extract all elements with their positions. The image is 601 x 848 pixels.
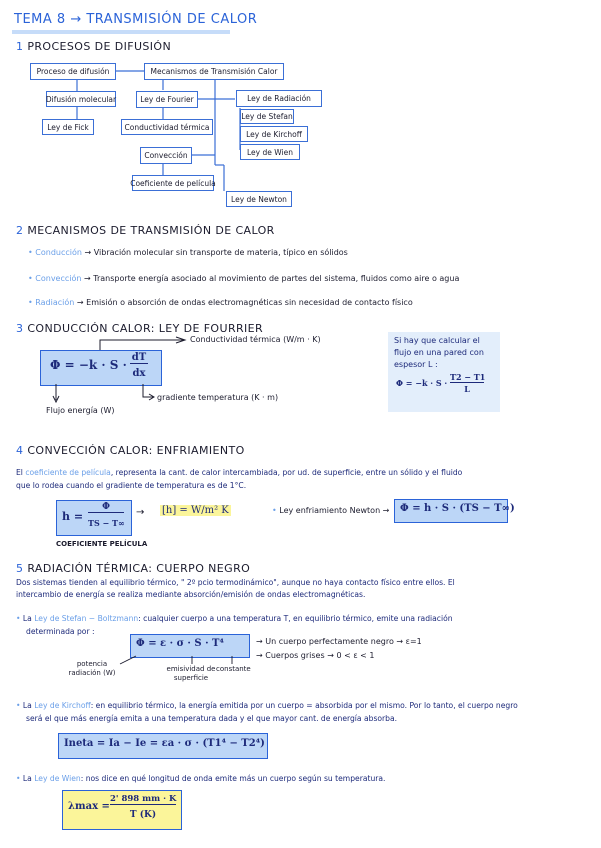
stefan-formula: Φ = ε · σ · S · T⁴ (136, 638, 224, 649)
box-coef-pelicula: Coeficiente de película (132, 175, 214, 191)
conductividad-label: Conductividad térmica (W/m · K) (190, 335, 321, 344)
newton-label: • Ley enfriamiento Newton → (272, 506, 390, 515)
h-num: Φ (88, 502, 124, 513)
note-line: espesor L : (394, 360, 438, 369)
wien-lhs: λmax = (68, 801, 110, 812)
box-conductividad: Conductividad térmica (121, 119, 213, 135)
h-den: TS − T∞ (88, 518, 125, 528)
note-num: T2 − T1 (450, 372, 486, 382)
section-4-heading: 4 CONVECCIÓN CALOR: ENFRIAMIENTO (16, 444, 245, 457)
kirchoff-text: • La Ley de Kirchoff: en equilibrio térmico, la energía emitida por un cuerpo = absorbida por el mismo. Por lo tanto, el cuerpo negro será el que más energía emita a una temperatura dada y el que mayor cant. de energía absorba. (16, 701, 518, 723)
box-conveccion: Convección (140, 147, 192, 164)
arrow: → (136, 507, 145, 518)
note-line: Si hay que calcular el (394, 336, 480, 345)
section-3-heading: 3 CONDUCCIÓN CALOR: LEY DE FOURRIER (16, 322, 264, 335)
newton-formula: Φ = h · S · (TS − T∞) (400, 503, 515, 514)
kirchoff-formula: Ineta = Ia − Ie = εa · σ · (T1⁴ − T2⁴) (64, 738, 265, 749)
fourier-formula: Φ = −k · S · (50, 358, 127, 372)
box-ley-newton: Ley de Newton (226, 191, 292, 207)
section-5-heading: 5 RADIACIÓN TÉRMICA: CUERPO NEGRO (16, 562, 251, 575)
constante-label: constante (216, 665, 251, 673)
coef-label: COEFICIENTE PELÍCULA (56, 540, 148, 548)
wien-num: 2' 898 mm · K (110, 794, 177, 804)
fourier-den: dx (132, 368, 146, 379)
note-line: flujo en una pared con (394, 348, 484, 357)
box-procesos-difusion: Proceso de difusión (30, 63, 116, 80)
box-ley-kirchoff: Ley de Kirchoff (240, 126, 308, 142)
section-2-heading: 2 MECANISMOS DE TRANSMISIÓN DE CALOR (16, 224, 275, 237)
box-mecanismos: Mecanismos de Transmisión Calor (144, 63, 284, 80)
box-difusion-molecular: Difusión molecular (46, 91, 116, 107)
gradiente-label: gradiente temperatura (K · m) (157, 393, 279, 402)
h-units: [h] = W/m² K (162, 505, 229, 516)
wien-den: T (K) (129, 810, 157, 820)
paragraph: Dos sistemas tienden al equilibrio térmico, " 2º pcio termodinámico", aunque no haya contacto físico entre ellos. El intercambio de energía se realiza mediante absorción/emisión de ondas electromagnéticas. (16, 578, 455, 599)
title-text: TRANSMISIÓN DE CALOR (86, 12, 258, 27)
title-arrow: → (70, 12, 82, 27)
grises-note: → Cuerpos grises → 0 < ε < 1 (256, 651, 375, 660)
list-item: • Convección → Transporte energía asociado al movimiento de partes del sistema, fluidos como aire o agua (28, 274, 460, 283)
box-ley-fick: Ley de Fick (42, 119, 94, 135)
box-ley-wien: Ley de Wien (240, 144, 300, 160)
list-item: • Conducción → Vibración molecular sin transporte de materia, típico en sólidos (28, 248, 348, 257)
box-ley-stefan: Ley de Stefan (240, 109, 294, 124)
title-tema: TEMA 8 (14, 12, 66, 27)
section-1-heading: 1 PROCESOS DE DIFUSIÓN (16, 40, 172, 53)
box-ley-radiacion: Ley de Radiación (236, 90, 322, 107)
list-item: • Radiación → Emisión o absorción de ondas electromagnéticas sin necesidad de contacto físico (28, 298, 413, 307)
potencia-label: potencia radiación (W) (68, 660, 116, 677)
wien-text: • La Ley de Wien: nos dice en qué longitud de onda emite más un cuerpo según su temperatura. (16, 774, 386, 783)
negro-note: → Un cuerpo perfectamente negro → ε=1 (256, 637, 422, 646)
note-den: L (464, 384, 470, 394)
h-lhs: h = (62, 510, 84, 523)
stefan-text: • La Ley de Stefan − Boltzmann: cualquier cuerpo a una temperatura T, en equilibrio térmico, emite una radiación determinada por : (16, 614, 453, 636)
paragraph: El coeficiente de película, representa la cant. de calor intercambiada, por ud. de superficie, entre un sólido y el fluido que lo rodea cuando el gradiente de temperatura es de 1°C. (16, 468, 463, 490)
emisividad-label: emisividad de superficie (166, 665, 216, 682)
fourier-num: dT (131, 352, 147, 363)
note-formula: Φ = −k · S · (396, 378, 448, 388)
box-ley-fourier: Ley de Fourier (136, 91, 198, 108)
flujo-label: Flujo energía (W) (46, 406, 115, 415)
